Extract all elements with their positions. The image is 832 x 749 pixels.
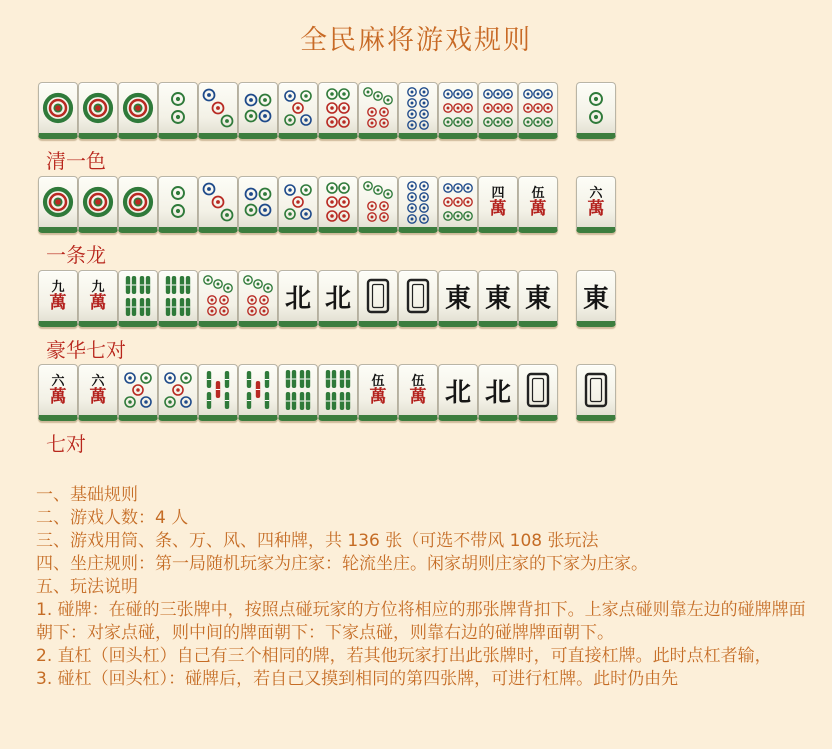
tile-numeral: 四 — [491, 185, 505, 201]
circle-8-tile — [398, 176, 438, 233]
circle-5-tile — [278, 82, 318, 139]
tile-wind-char: 北 — [284, 283, 311, 314]
circle-4-tile — [238, 82, 278, 139]
circle-1-tile — [118, 82, 158, 139]
bamboo-8-tile — [278, 364, 318, 421]
white-dragon-tile — [518, 364, 558, 421]
tile-numeral: 六 — [51, 373, 65, 389]
circle-8-tile — [398, 82, 438, 139]
circle-3-tile — [198, 176, 238, 233]
character-5-tile — [398, 364, 438, 421]
north-wind-tile — [278, 270, 318, 327]
hand-label: 豪华七对 — [46, 338, 126, 362]
circle-7-tile — [198, 270, 238, 327]
tile-suit-char: 萬 — [89, 386, 107, 407]
circle-1-tile — [78, 176, 118, 233]
tile-suit-char: 萬 — [369, 386, 387, 407]
white-dragon-tile — [358, 270, 398, 327]
circle-4-tile — [238, 176, 278, 233]
character-9-tile — [78, 270, 118, 327]
north-wind-tile — [478, 364, 518, 421]
circle-2-tile — [158, 82, 198, 139]
circle-1-tile — [38, 176, 78, 233]
character-9-tile — [38, 270, 78, 327]
rule-line: 3. 碰杠（回头杠）：碰牌后，若自己又摸到相同的第四张牌，可进行杠牌。此时仍由先 — [36, 669, 679, 689]
character-4-tile — [478, 176, 518, 233]
circle-1-tile — [78, 82, 118, 139]
rule-line: 1. 碰牌：在碰的三张牌中，按照点碰玩家的方位将相应的那张牌背扣下。上家点碰则靠左边的碰牌牌面朝下：对家点碰，则中间的牌面朝下：下家点碰，则靠右边的碰牌牌面朝下。 — [36, 600, 806, 643]
rule-line: 一、基础规则 — [36, 485, 138, 505]
tile-numeral: 伍 — [411, 373, 425, 389]
tile-wind-char: 東 — [582, 283, 609, 314]
tile-suit-char: 萬 — [587, 198, 605, 219]
tile-wind-char: 北 — [444, 377, 471, 408]
white-dragon-tile — [398, 270, 438, 327]
character-6-tile — [78, 364, 118, 421]
winning-white-dragon-tile — [576, 364, 616, 421]
bamboo-8-tile — [318, 364, 358, 421]
character-5-tile — [518, 176, 558, 233]
tile-wind-char: 北 — [484, 377, 511, 408]
rule-line: 五、玩法说明 — [36, 577, 138, 597]
tile-wind-char: 東 — [444, 283, 471, 314]
tile-suit-char: 萬 — [529, 198, 547, 219]
tile-wind-char: 東 — [524, 283, 551, 314]
winning-circle-2-tile — [576, 82, 616, 139]
page-title: 全民麻将游戏规则 — [300, 25, 532, 56]
circle-2-tile — [158, 176, 198, 233]
hand-label: 一条龙 — [46, 243, 106, 267]
winning-character-6-tile — [576, 176, 616, 233]
east-wind-tile — [478, 270, 518, 327]
tile-wind-char: 北 — [324, 283, 351, 314]
tile-numeral: 九 — [91, 279, 105, 295]
bamboo-5-tile — [238, 364, 278, 421]
circle-9-tile — [478, 82, 518, 139]
bamboo-8-tile — [118, 270, 158, 327]
tile-suit-char: 萬 — [409, 386, 427, 407]
hand-label: 七对 — [46, 432, 86, 456]
circle-5-tile — [158, 364, 198, 421]
rule-line: 二、游戏人数：4 人 — [36, 508, 189, 528]
rule-line: 2. 直杠（回头杠）自己有三个相同的牌，若其他玩家打出此张牌时，可直接杠牌。此时点杠者输， — [36, 646, 772, 666]
circle-1-tile — [118, 176, 158, 233]
circle-9-tile — [518, 82, 558, 139]
character-5-tile — [358, 364, 398, 421]
tile-numeral: 伍 — [371, 373, 385, 389]
circle-9-tile — [438, 176, 478, 233]
circle-5-tile — [118, 364, 158, 421]
bamboo-8-tile — [158, 270, 198, 327]
tile-numeral: 六 — [589, 185, 603, 201]
circle-5-tile — [278, 176, 318, 233]
circle-7-tile — [358, 176, 398, 233]
circle-3-tile — [198, 82, 238, 139]
circle-6-tile — [318, 176, 358, 233]
rule-line: 四、坐庄规则：第一局随机玩家为庄家：轮流坐庄。闲家胡则庄家的下家为庄家。 — [36, 554, 648, 574]
rule-line: 三、游戏用筒、条、万、风、四种牌，共 136 张（可选不带风 108 张玩法 — [36, 531, 599, 551]
east-wind-tile — [438, 270, 478, 327]
tile-suit-char: 萬 — [489, 198, 507, 219]
circle-9-tile — [438, 82, 478, 139]
tile-suit-char: 萬 — [89, 292, 107, 313]
north-wind-tile — [438, 364, 478, 421]
rules-text — [36, 484, 806, 691]
bamboo-5-tile — [198, 364, 238, 421]
tile-numeral: 六 — [91, 373, 105, 389]
hand-label: 清一色 — [46, 149, 106, 173]
east-wind-tile — [518, 270, 558, 327]
tile-numeral: 九 — [51, 279, 65, 295]
north-wind-tile — [318, 270, 358, 327]
tile-suit-char: 萬 — [49, 292, 67, 313]
tile-suit-char: 萬 — [49, 386, 67, 407]
tile-wind-char: 東 — [484, 283, 511, 314]
circle-7-tile — [358, 82, 398, 139]
tile-numeral: 伍 — [531, 185, 545, 201]
circle-1-tile — [38, 82, 78, 139]
circle-6-tile — [318, 82, 358, 139]
character-6-tile — [38, 364, 78, 421]
circle-7-tile — [238, 270, 278, 327]
winning-east-wind-tile — [576, 270, 616, 327]
